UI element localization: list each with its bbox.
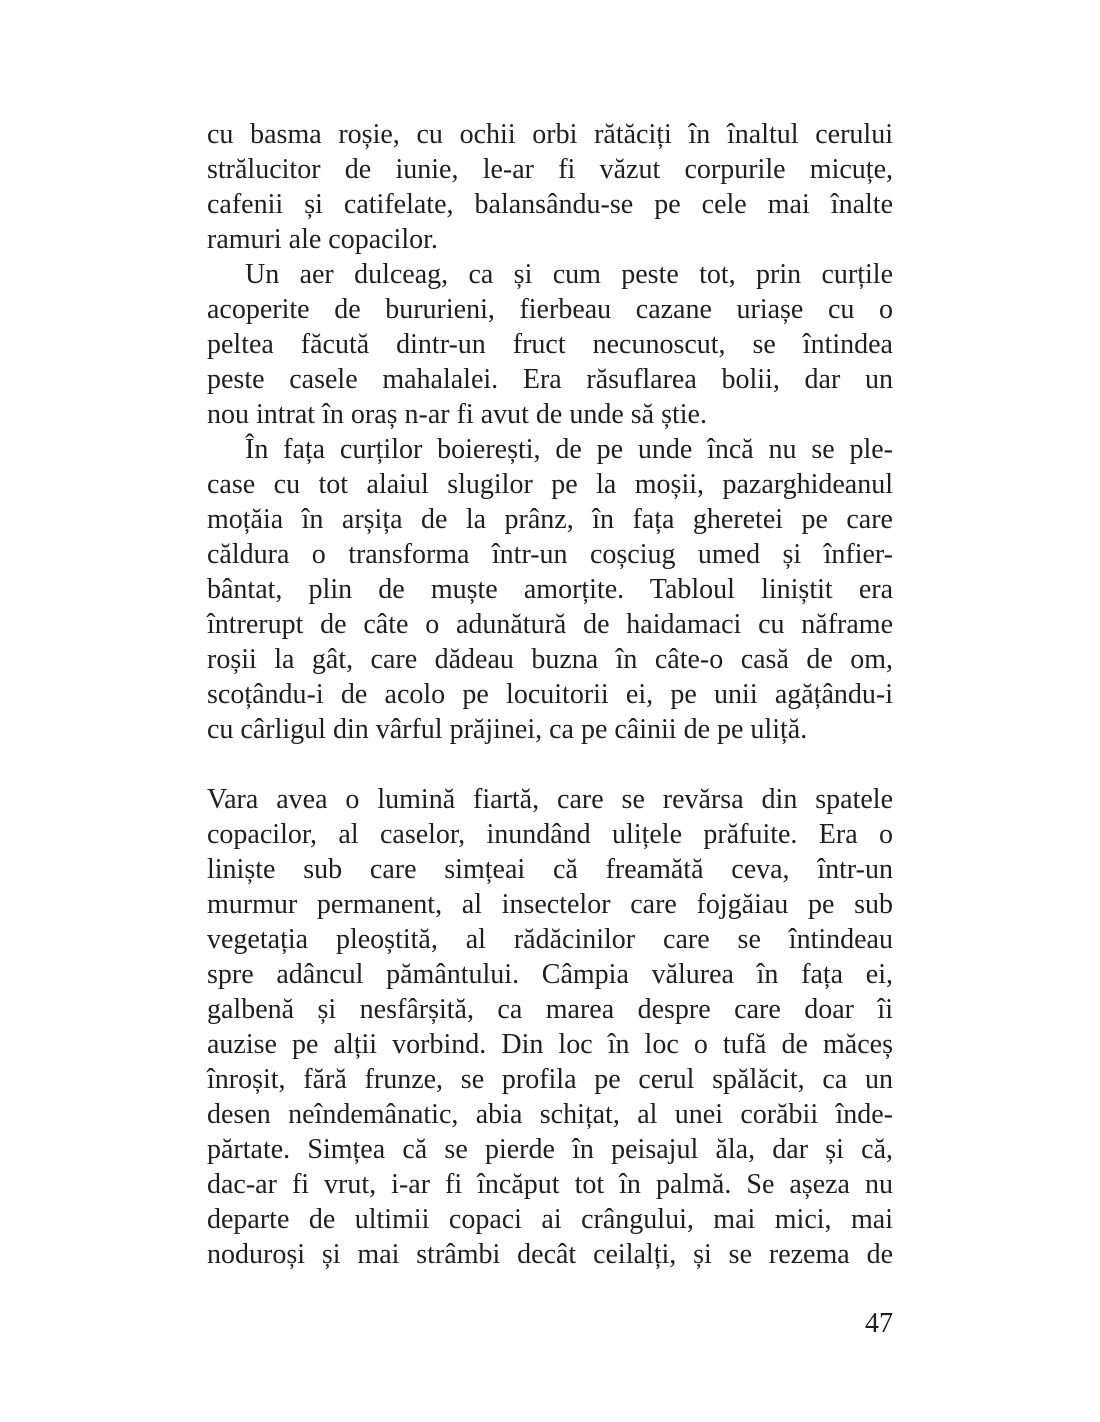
text-line: Vara avea o lumină fiartă, care se revărsa din spatele [207, 784, 893, 815]
text-line: În fața curților boierești, de pe unde încă nu se ple- [245, 434, 893, 465]
paragraph-2 [207, 257, 893, 432]
text-line: peltea făcută dintr-un fruct necunoscut, se întindea [207, 329, 893, 360]
text-line: scoțându-i de acolo pe locuitorii ei, pe unii agățându-i [207, 679, 893, 710]
text-line: înroșit, fără frunze, se profila pe cerul spălăcit, ca un [207, 1064, 893, 1095]
text-line: cu basma roșie, cu ochii orbi rătăciți în înaltul cerului [207, 119, 893, 150]
text-line: Un aer dulceag, ca și cum peste tot, prin curțile [245, 259, 893, 290]
text-line: bântat, plin de muște amorțite. Tabloul liniștit era [207, 574, 893, 605]
text-line: vegetația pleoștită, al rădăcinilor care se întindeau [207, 924, 893, 955]
text-line: dac-ar fi vrut, i-ar fi încăput tot în palmă. Se așeza nu [207, 1169, 893, 1200]
text-line: murmur permanent, al insectelor care fojgăiau pe sub [207, 889, 893, 920]
text-line: acoperite de bururieni, fierbeau cazane uriașe cu o [207, 294, 893, 325]
text-line: căldura o transforma într-un coșciug umed și înfier- [207, 539, 893, 570]
text-line: peste casele mahalalei. Era răsuflarea bolii, dar un [207, 364, 893, 395]
paragraph-1 [207, 117, 893, 257]
paragraph-3 [207, 432, 893, 747]
text-line: departe de ultimii copaci ai crângului, mai mici, mai [207, 1204, 893, 1235]
body-text [207, 117, 893, 1272]
text-line: desen neîndemânatic, abia schițat, al unei corăbii înde- [207, 1099, 893, 1130]
text-line: părtate. Simțea că se pierde în peisajul ăla, dar și că, [207, 1134, 893, 1165]
paragraph-4 [207, 782, 893, 1272]
text-line: întrerupt de câte o adunătură de haidamaci cu năframe [207, 609, 893, 640]
text-line: spre adâncul pământului. Câmpia vălurea în fața ei, [207, 959, 893, 990]
text-line: auzise pe alții vorbind. Din loc în loc o tufă de măceș [207, 1029, 893, 1060]
text-line: galbenă și nesfârșită, ca marea despre care doar îi [207, 994, 893, 1025]
page-number: 47 [865, 1308, 893, 1339]
text-line: roșii la gât, care dădeau buzna în câte-o casă de om, [207, 644, 893, 675]
text-line: ramuri ale copacilor. [207, 224, 438, 255]
text-line: case cu tot alaiul slugilor pe la moșii, pazarghideanul [207, 469, 893, 500]
text-line: strălucitor de iunie, le-ar fi văzut corpurile micuțe, [207, 154, 893, 185]
text-line: liniște sub care simțeai că freamătă ceva, într-un [207, 854, 893, 885]
text-line: cafenii și catifelate, balansându-se pe cele mai înalte [207, 189, 893, 220]
text-line: copacilor, al caselor, inundând ulițele prăfuite. Era o [207, 819, 893, 850]
text-line: cu cârligul din vârful prăjinei, ca pe câinii de pe uliță. [207, 714, 808, 745]
text-line: nou intrat în oraș n-ar fi avut de unde să știe. [207, 399, 707, 430]
text-line: moțăia în arșița de la prânz, în fața gheretei pe care [207, 504, 893, 535]
text-line: noduroși și mai strâmbi decât ceilalți, și se rezema de [207, 1239, 893, 1270]
